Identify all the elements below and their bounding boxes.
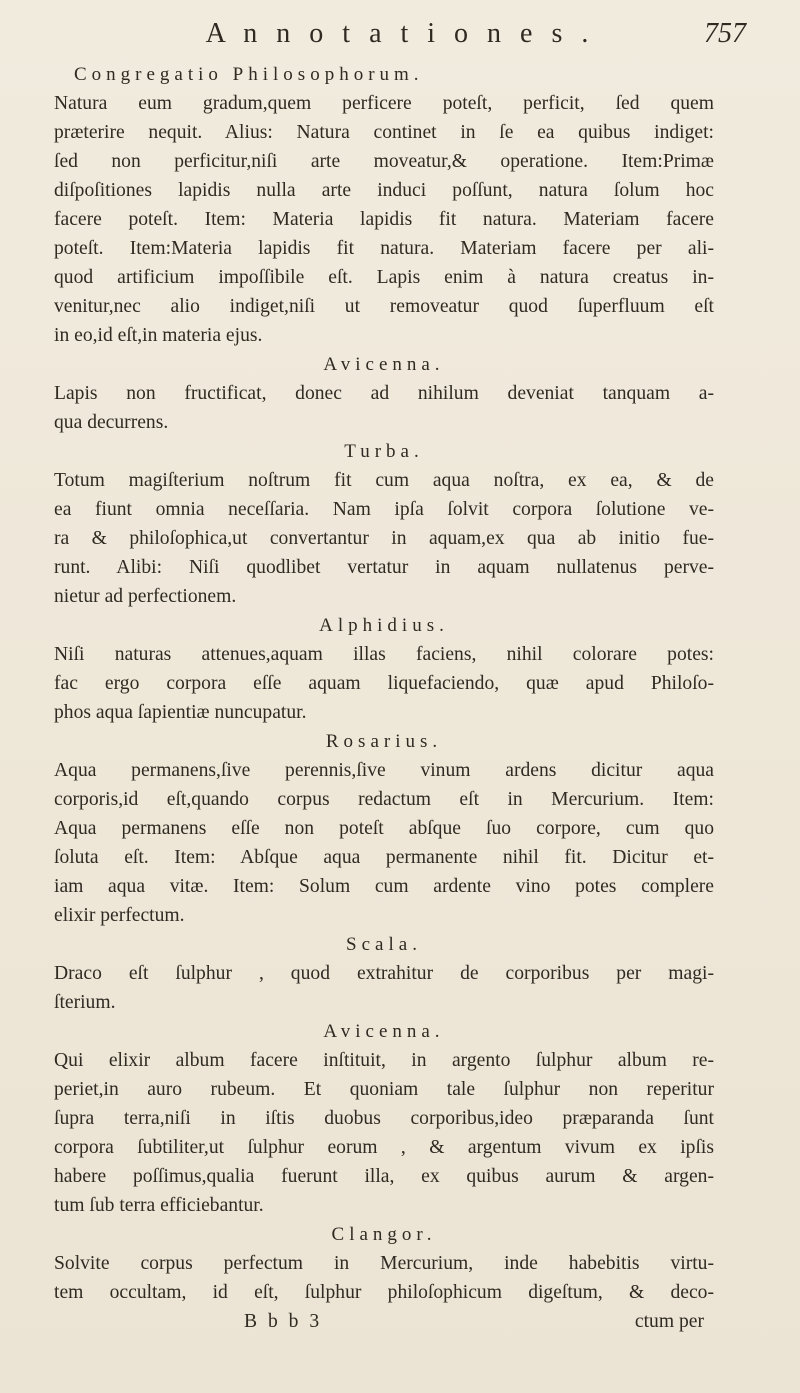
- text-line: Aqua permanens eſſe non poteſt abſque ſuo corpore, cum quo: [54, 818, 714, 839]
- text-line: præterire nequit. Alius: Natura continet in ſe ea quibus indiget:: [54, 122, 714, 143]
- text-line: in eo,id eſt,in materia ejus.: [54, 325, 263, 346]
- text-line: Aqua permanens,ſive perennis,ſive vinum ardens dicitur aqua: [54, 760, 714, 781]
- text-line: Solvite corpus perfectum in Mercurium, inde habebitis virtu-: [54, 1253, 714, 1274]
- page-number: 757: [704, 18, 746, 49]
- catchword: ctum per: [634, 1311, 704, 1332]
- text-line: corporis,id eſt,quando corpus redactum eſt in Mercurium. Item:: [54, 789, 714, 810]
- text-line: facere poteſt. Item: Materia lapidis fit natura. Materiam facere: [54, 209, 714, 230]
- section-heading: Turba.: [344, 441, 424, 462]
- text-line: ſed non perficitur,niſi arte moveatur,& operatione. Item:Primæ: [54, 151, 714, 172]
- section-heading: Scala.: [346, 934, 422, 955]
- text-line: quod artificium impoſſibile eſt. Lapis enim à natura creatus in-: [54, 267, 714, 288]
- text-line: ſterium.: [54, 992, 116, 1013]
- text-line: fac ergo corpora eſſe aquam liquefaciendo, quæ apud Philoſo-: [54, 673, 714, 694]
- text-line: ra & philoſophica,ut convertantur in aquam,ex qua ab initio fue-: [54, 528, 714, 549]
- section-heading: Avicenna.: [323, 354, 445, 375]
- text-body: [54, 60, 714, 1336]
- text-line: runt. Alibi: Niſi quodlibet vertatur in aquam nullatenus perve-: [54, 557, 714, 578]
- text-line: diſpoſitiones lapidis nulla arte induci poſſunt, natura ſolum hoc: [54, 180, 714, 201]
- text-line: elixir perfectum.: [54, 905, 185, 926]
- text-line: Qui elixir album facere inſtituit, in argento ſulphur album re-: [54, 1050, 714, 1071]
- text-line: Natura eum gradum,quem perficere poteſt, perficit, ſed quem: [54, 93, 714, 114]
- section-heading: Alphidius.: [319, 615, 449, 636]
- text-line: venitur,nec alio indiget,niſi ut removeatur quod ſuperfluum eſt: [54, 296, 714, 317]
- signature-mark: B b b 3: [244, 1311, 323, 1332]
- text-line: iam aqua vitæ. Item: Solum cum ardente vino potes complere: [54, 876, 714, 897]
- text-line: periet,in auro rubeum. Et quoniam tale ſulphur non reperitur: [54, 1079, 714, 1100]
- text-line: nietur ad perfectionem.: [54, 586, 237, 607]
- section-heading: Avicenna.: [323, 1021, 445, 1042]
- text-line: phos aqua ſapientiæ nuncupatur.: [54, 702, 307, 723]
- text-line: Niſi naturas attenues,aquam illas faciens, nihil colorare potes:: [54, 644, 714, 665]
- text-line: tem occultam, id eſt, ſulphur philoſophicum digeſtum, & deco-: [54, 1282, 714, 1303]
- text-line: ſupra terra,niſi in iſtis duobus corporibus,ideo præparanda ſunt: [54, 1108, 714, 1129]
- text-line: corpora ſubtiliter,ut ſulphur eorum , & argentum vivum ex ipſis: [54, 1137, 714, 1158]
- section-heading: Congregatio Philosophorum.: [74, 64, 424, 85]
- section-heading: Clangor.: [331, 1224, 437, 1245]
- page-footer: [54, 1307, 714, 1336]
- text-line: poteſt. Item:Materia lapidis fit natura. Materiam facere per ali-: [54, 238, 714, 259]
- text-line: Draco eſt ſulphur , quod extrahitur de corporibus per magi-: [54, 963, 714, 984]
- text-line: ſoluta eſt. Item: Abſque aqua permanente nihil fit. Dicitur et-: [54, 847, 714, 868]
- text-line: qua decurrens.: [54, 412, 169, 433]
- page-header: [0, 18, 800, 58]
- text-line: habere poſſimus,qualia fuerunt illa, ex quibus aurum & argen-: [54, 1166, 714, 1187]
- text-line: Lapis non fructificat, donec ad nihilum deveniat tanquam a-: [54, 383, 714, 404]
- text-line: Totum magiſterium noſtrum fit cum aqua noſtra, ex ea, & de: [54, 470, 714, 491]
- running-title: A n n o t a t i o n e s .: [205, 18, 595, 49]
- text-line: ea fiunt omnia neceſſaria. Nam ipſa ſolvit corpora ſolutione ve-: [54, 499, 714, 520]
- text-line: tum ſub terra efficiebantur.: [54, 1195, 264, 1216]
- section-heading: Rosarius.: [325, 731, 443, 752]
